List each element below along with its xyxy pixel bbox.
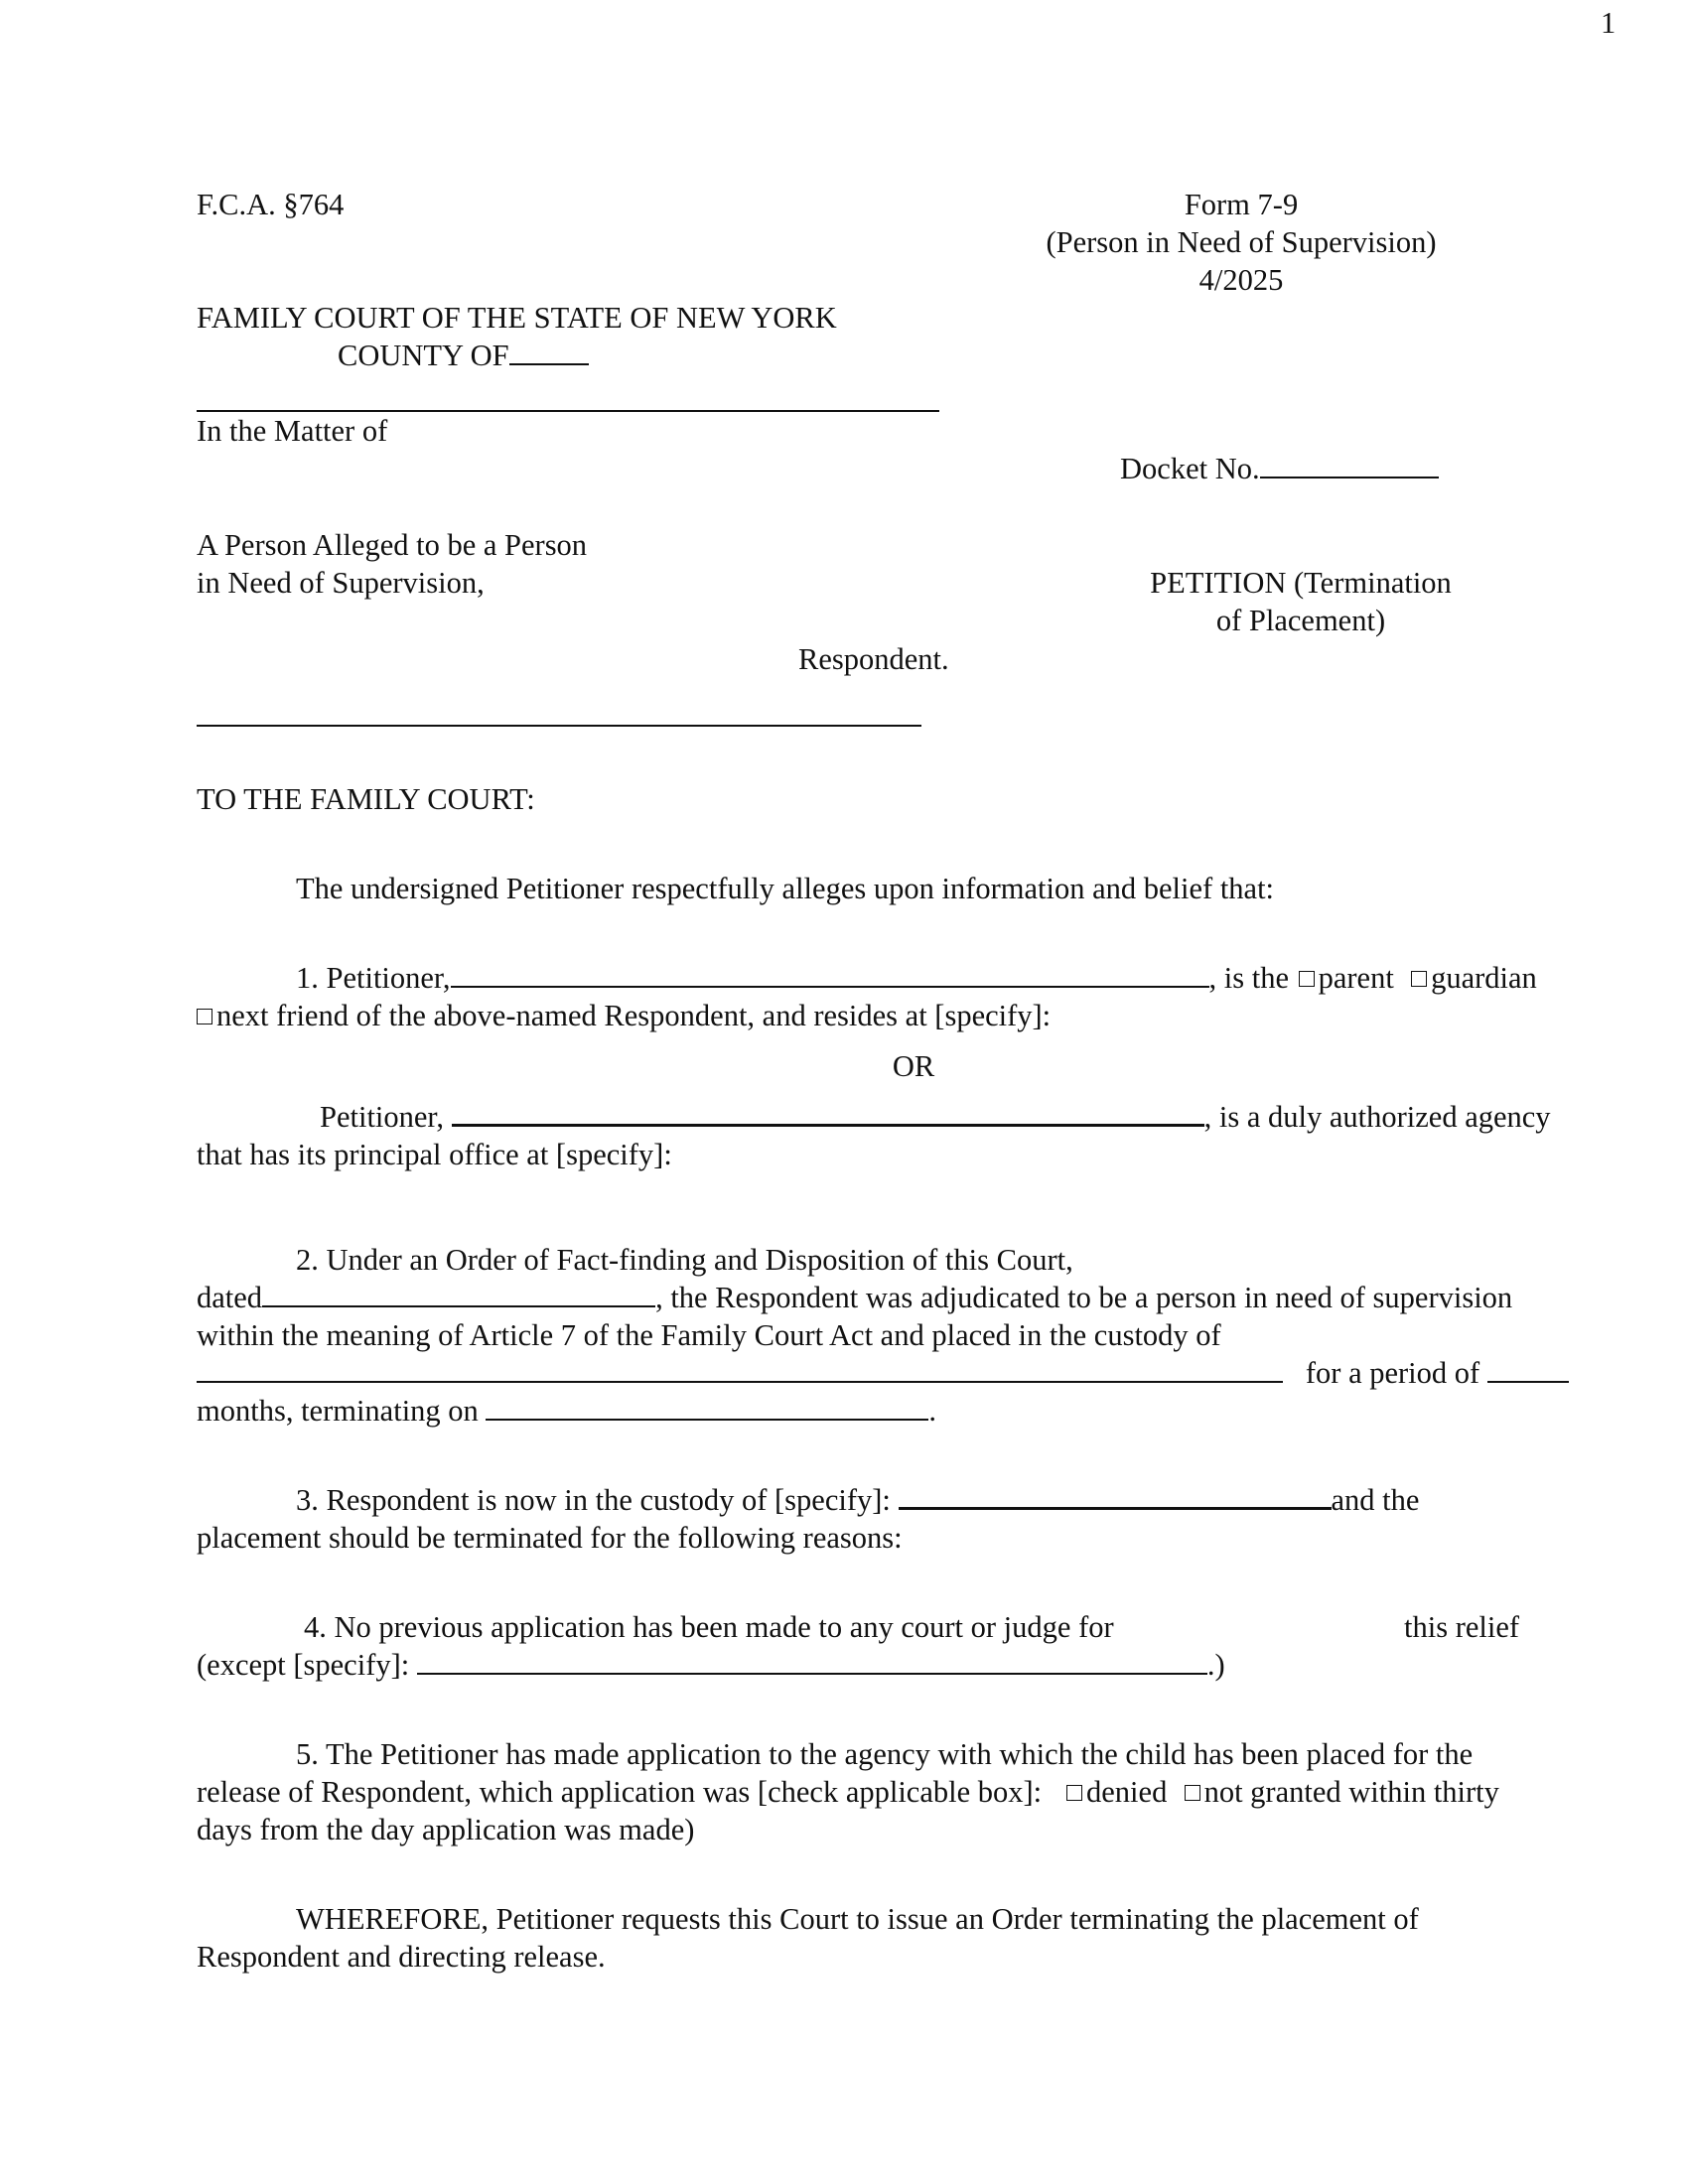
denied-checkbox[interactable] — [1066, 1785, 1082, 1801]
page-number: 1 — [1601, 6, 1617, 40]
order-date-field[interactable] — [262, 1280, 655, 1307]
p1-line1 — [296, 959, 1537, 997]
p3-start: 3. Respondent is now in the custody of [specify]: — [296, 1483, 891, 1517]
guardian-checkbox[interactable] — [1411, 971, 1427, 987]
p1-alt-line2: that has its principal office at [specify]: — [197, 1138, 672, 1171]
p2-months-label: months, terminating on — [197, 1394, 479, 1428]
caption-bottom-rule — [197, 725, 921, 727]
guardian-option-label: guardian — [1431, 961, 1537, 995]
p1-middle: , is the — [1208, 961, 1289, 995]
statute-reference: F.C.A. §764 — [197, 188, 345, 221]
custodian-field[interactable] — [197, 1355, 1283, 1383]
not-granted-option-label: not granted within thirty — [1203, 1775, 1499, 1809]
next-friend-checkbox[interactable] — [197, 1009, 212, 1024]
parent-checkbox[interactable] — [1299, 971, 1315, 987]
p5-line2 — [197, 1773, 1499, 1811]
p2-line2 — [197, 1279, 1512, 1316]
p4-line2 — [197, 1646, 1225, 1684]
p4-except-label: (except [specify]: — [197, 1648, 410, 1682]
placement-months-field[interactable] — [1487, 1355, 1569, 1383]
wherefore-line2: Respondent and directing release. — [197, 1940, 606, 1974]
denied-option-label: denied — [1086, 1775, 1168, 1809]
matter-label: In the Matter of — [197, 414, 388, 448]
p2-dated-label: dated — [197, 1281, 263, 1314]
respondent-description-line2: in Need of Supervision, — [197, 566, 485, 600]
p3-line1 — [296, 1481, 1419, 1519]
docket-number-field[interactable] — [1260, 451, 1439, 478]
form-subtitle: (Person in Need of Supervision) — [1046, 225, 1437, 259]
p1-alt-line1 — [320, 1098, 1551, 1136]
p4-line1-end: this relief — [1404, 1610, 1520, 1644]
p4-end: .) — [1206, 1648, 1225, 1682]
p2-line4 — [197, 1354, 1569, 1392]
petition-title-line1: PETITION (Termination — [1150, 566, 1452, 600]
intro-paragraph: The undersigned Petitioner respectfully alleges upon information and belief that: — [296, 872, 1275, 905]
p2-period-label: for a period of — [1305, 1356, 1480, 1390]
p2-line3: within the meaning of Article 7 of the Family Court Act and placed in the custody of — [197, 1318, 1221, 1352]
petitioner-name-field[interactable] — [451, 960, 1209, 988]
p1-alt-start: Petitioner, — [320, 1100, 444, 1134]
form-date: 4/2025 — [1198, 263, 1284, 297]
county-line — [338, 337, 589, 374]
respondent-label: Respondent. — [798, 642, 949, 676]
county-label: COUNTY OF — [338, 339, 509, 372]
p5-line3: days from the day application was made) — [197, 1813, 695, 1846]
docket-line — [1120, 450, 1439, 487]
parent-option-label: parent — [1318, 961, 1394, 995]
p2-line5 — [197, 1392, 936, 1430]
court-name: FAMILY COURT OF THE STATE OF NEW YORK — [197, 301, 837, 335]
salutation: TO THE FAMILY COURT: — [197, 782, 535, 816]
petition-title-line2: of Placement) — [1215, 604, 1386, 637]
p4-line1-start: 4. No previous application has been made to any court or judge for — [304, 1610, 1114, 1644]
p1-line2 — [197, 997, 1051, 1034]
current-custodian-field[interactable] — [899, 1481, 1332, 1510]
docket-label: Docket No. — [1120, 452, 1260, 485]
previous-application-field[interactable] — [417, 1647, 1207, 1675]
respondent-description-line1: A Person Alleged to be a Person — [197, 528, 588, 562]
next-friend-option-label: next friend of the above-named Respondent, and resides at [specify]: — [216, 999, 1052, 1032]
wherefore-line1: WHEREFORE, Petitioner requests this Court to issue an Order terminating the placement of — [296, 1902, 1419, 1936]
p2-line1: 2. Under an Order of Fact-finding and Disposition of this Court, — [296, 1243, 1073, 1277]
p1-alt-middle: , is a duly authorized agency — [1203, 1100, 1551, 1134]
p5-line1: 5. The Petitioner has made application to the agency with which the child has been placed for the — [296, 1737, 1474, 1771]
not-granted-checkbox[interactable] — [1185, 1785, 1200, 1801]
county-field[interactable] — [509, 338, 589, 365]
or-separator: OR — [892, 1049, 935, 1083]
p1-start: 1. Petitioner, — [296, 961, 451, 995]
p3-end: and the — [1331, 1483, 1420, 1517]
p3-line2: placement should be terminated for the following reasons: — [197, 1521, 903, 1555]
form-number: Form 7-9 — [1184, 188, 1299, 221]
p2-line2-rest: , the Respondent was adjudicated to be a person in need of supervision — [655, 1281, 1513, 1314]
p5-line2-start: release of Respondent, which application was [check applicable box]: — [197, 1775, 1043, 1809]
p2-end: . — [928, 1394, 937, 1428]
termination-date-field[interactable] — [486, 1393, 928, 1421]
agency-name-field[interactable] — [452, 1098, 1204, 1127]
